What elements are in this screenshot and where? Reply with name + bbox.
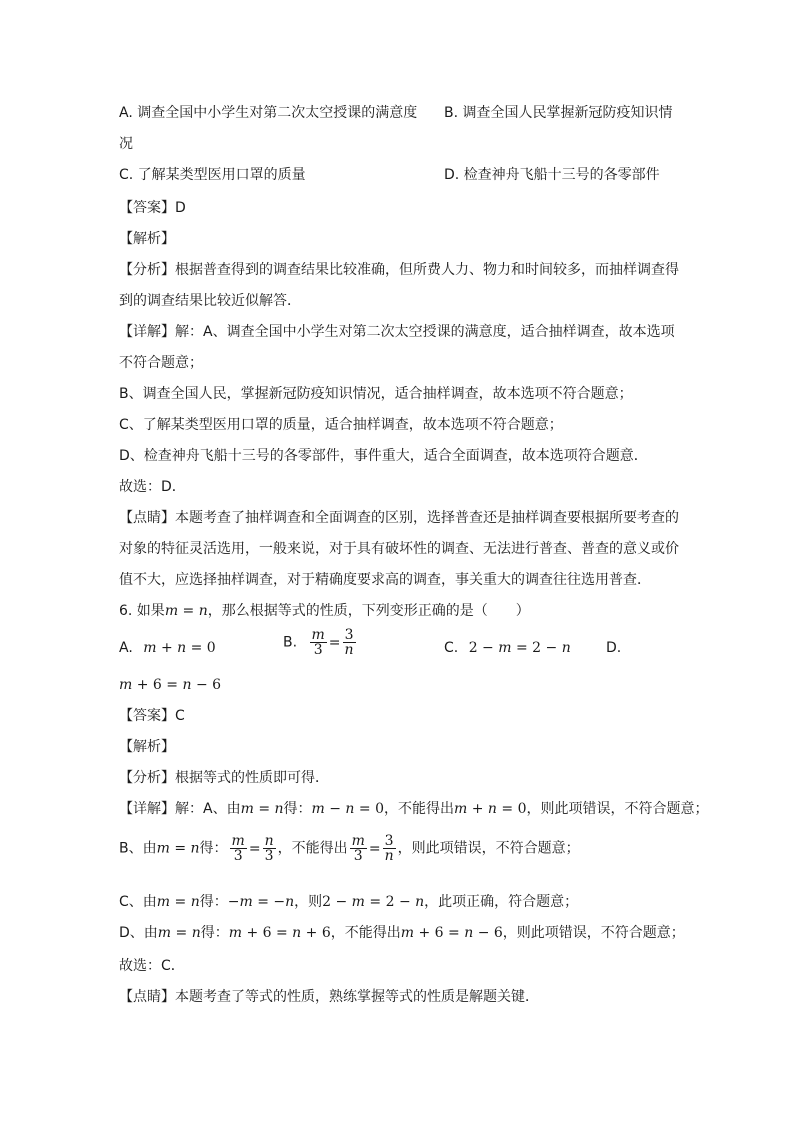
q6-detail-b-text4: ，则此项错误，不符合题意；: [397, 840, 580, 857]
q6-detail-c-text4: ，此项正确，符合题意；: [424, 894, 579, 910]
q5-option-a: A. 调查全国中小学生对第二次太空授课的满意度: [119, 105, 418, 121]
q6-detail-c-eq1: m = n: [156, 894, 200, 910]
q5-comment-line3: 值不大，应选择抽样调查，对于精确度要求高的调查，事关重大的调查往往选用普查．: [119, 572, 651, 588]
q5-option-b-cont: 况: [119, 136, 133, 152]
q6-detail-d-eq2: m + 6 = n + 6: [228, 925, 331, 941]
q5-answer: 【答案】D: [119, 200, 186, 216]
q6-detail-a-eq2: m − n = 0: [311, 801, 384, 817]
q6-detail-a-text4: ，则此项错误，不符合题意；: [526, 801, 709, 817]
q6-detail-c-eq3: 2 − m = 2 − n: [322, 894, 425, 910]
q6-option-b: [283, 628, 358, 657]
q5-comment-line1: 【点睛】本题考查了抽样调查和全面调查的区别，选择普查还是抽样调查要根据所要考查的: [119, 510, 679, 526]
q5-option-d: D. 检查神舟飞船十三号的各零部件: [444, 167, 660, 183]
q6-detail-d-eq1: m = n: [157, 925, 201, 941]
q5-analysis-heading: 【解析】: [119, 231, 175, 247]
q6-detail-c-text1: C、由: [119, 894, 157, 910]
q5-detail-line1: 【详解】解：A、调查全国中小学生对第二次太空授课的满意度，适合抽样调查，故本选项: [119, 324, 675, 340]
q5-detail-line5: D、检查神舟飞船十三号的各零部件，事件重大，适合全面调查，故本选项符合题意．: [119, 448, 648, 464]
q6-detail-d-text2: 得：: [200, 925, 229, 941]
q6-detail-d-text4: ，则此项错误，不符合题意；: [502, 925, 685, 941]
q5-option-c: C. 了解某类型医用口罩的质量: [119, 167, 306, 183]
q6-option-b-label: B.: [283, 634, 298, 651]
q6-stem-equation: m = n: [164, 603, 208, 619]
q6-detail-a-text1: 【详解】解：A、由: [119, 801, 241, 817]
q6-option-b-formula: $\frac{m}{3}$ = $\frac{3}{n}$: [311, 627, 354, 658]
q6-option-a-formula: m + n = 0: [143, 640, 216, 656]
q6-detail-c-text3: ，则: [294, 894, 323, 910]
q6-stem-pre: 6. 如果: [119, 603, 165, 619]
q6-detail-a-text2: 得：: [283, 801, 312, 817]
q6-detail-c-eq2: −m = −n: [227, 894, 295, 910]
q6-detail-a-eq1: m = n: [240, 801, 284, 817]
q6-option-c-formula: 2 − m = 2 − n: [468, 640, 571, 656]
q6-fenxi: 【分析】根据等式的性质即可得．: [119, 770, 329, 786]
q6-detail-a-text3: ，不能得出: [384, 801, 454, 817]
q6-option-d: D.: [606, 640, 622, 656]
q6-detail-b-eq2: $\frac{m}{3}$ = $\frac{n}{3}$: [231, 833, 274, 864]
q6-comment: 【点睛】本题考查了等式的性质，熟练掌握等式的性质是解题关键．: [119, 989, 539, 1005]
q6-detail-a: [119, 799, 708, 819]
q6-detail-d-text1: D、由: [119, 925, 158, 941]
q5-detail-line2: 不符合题意；: [119, 355, 203, 371]
q6-answer: 【答案】C: [119, 708, 185, 724]
q6-option-a-label: A.: [119, 640, 133, 656]
q6-stem-post: ，那么根据等式的性质，下列变形正确的是（ ）: [207, 603, 530, 619]
q6-detail-b: [119, 834, 580, 863]
q5-option-b: B. 调查全国人民掌握新冠防疫知识情: [444, 105, 673, 121]
q5-choose: 故选：D．: [119, 479, 186, 495]
q5-comment-line2: 对象的特征灵活选用，一般来说，对于具有破坏性的调查、无法进行普查、普查的意义或价: [119, 541, 679, 557]
q6-option-d-formula: m + 6 = n − 6: [119, 677, 222, 693]
q6-detail-d-eq3: m + 6 = n − 6: [400, 925, 503, 941]
q6-choose: 故选：C．: [119, 958, 185, 974]
q6-option-c: [444, 638, 571, 658]
q6-stem: [119, 601, 530, 621]
q6-detail-b-eq3: $\frac{m}{3}$ = $\frac{3}{n}$: [351, 833, 394, 864]
q6-detail-b-eq1: m = n: [156, 840, 200, 857]
q6-option-c-label: C.: [444, 640, 459, 656]
q5-detail-line4: C、了解某类型医用口罩的质量，适合抽样调查，故本选项不符合题意；: [119, 417, 563, 433]
q5-fenxi-line1: 【分析】根据普查得到的调查结果比较准确，但所费人力、物力和时间较多，而抽样调查得: [119, 262, 679, 278]
q6-detail-a-eq3: m + n = 0: [454, 801, 527, 817]
q6-option-a: [119, 638, 216, 658]
q6-analysis-heading: 【解析】: [119, 739, 175, 755]
q6-detail-b-text3: ，不能得出: [277, 840, 348, 857]
q6-detail-d-text3: ，不能得出: [330, 925, 401, 941]
q5-fenxi-line2: 到的调查结果比较近似解答．: [119, 293, 301, 309]
q6-detail-c-text2: 得：: [199, 894, 228, 910]
q6-detail-b-text2: 得：: [199, 840, 228, 857]
q5-detail-line3: B、调查全国人民，掌握新冠防疫知识情况，适合抽样调查，故本选项不符合题意；: [119, 386, 633, 402]
q6-detail-d: [119, 923, 685, 943]
q6-detail-c: [119, 892, 578, 912]
q6-detail-b-text1: B、由: [119, 840, 157, 857]
